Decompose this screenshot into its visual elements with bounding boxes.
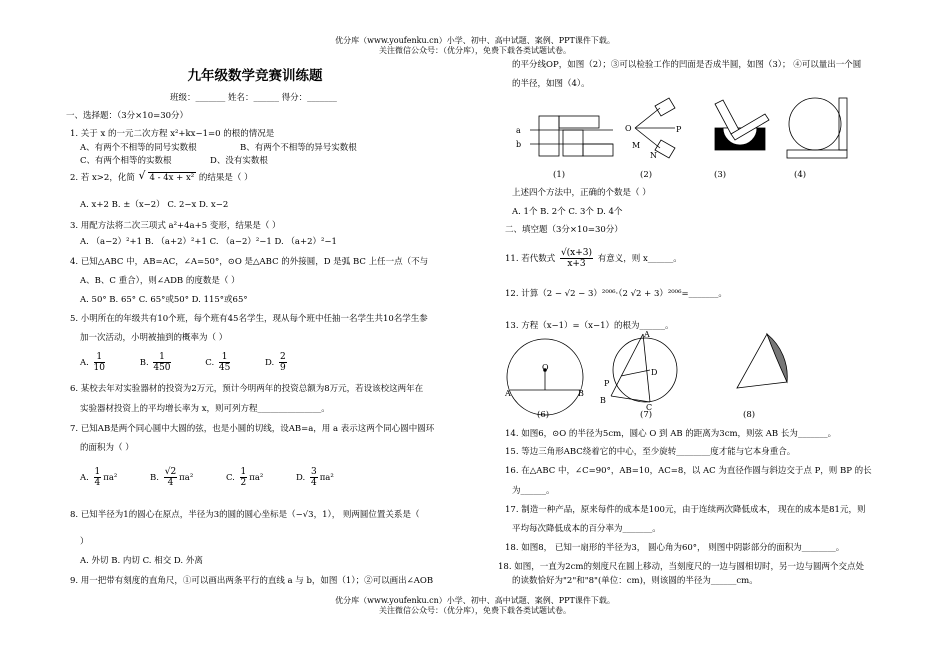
fig2-ruler-bottom [655, 140, 675, 158]
q9-line-3: 的半径，如图（4）。 [512, 79, 590, 89]
fig6-label-o: O [542, 363, 549, 372]
q1-option-c: C、有两个相等的实数根 [80, 156, 172, 166]
q7-a-fraction [94, 467, 102, 488]
q4-line-2: A、B、C 重合），则∠ADB 的度数是（ ） [80, 276, 240, 286]
q11-num: √(x+3) [560, 248, 593, 258]
info-line: 班级：_______ 姓名：______ 得分：_______ [170, 93, 337, 103]
q9-figure-1 [530, 116, 613, 156]
fig1-label-a: a [516, 126, 521, 135]
q5-options [80, 352, 289, 373]
q7-d-num: 3 [310, 467, 317, 477]
fig7-label-c: C [646, 403, 653, 412]
fig1-ruler-right [563, 130, 583, 156]
q11-den: x+3 [567, 259, 586, 269]
q5-d-fraction [279, 352, 287, 373]
q7-a-den: 4 [94, 478, 101, 488]
q7-b-den: 4 [167, 478, 174, 488]
fig7-label-d: D [651, 368, 658, 377]
q2-stem [70, 169, 253, 184]
q7-line-1: 7. 已知AB是两个同心圆中大圆的弦，也是小圆的切线，设AB=a，用 a 表示这两个同心圆中圆环 [70, 424, 435, 434]
fig7-side-bc [611, 396, 650, 402]
q2-post: 的结果是（ ） [198, 173, 253, 183]
q5-c-num: 1 [219, 352, 230, 363]
q7-c-den: 2 [240, 478, 247, 488]
q5-a-num: 1 [94, 352, 105, 363]
q5-b-num: 1 [153, 352, 170, 363]
q17-line-2: 平均每次降低成本的百分率为_______。 [512, 524, 661, 534]
q17-line-1: 17. 制造一种产品，原来每件的成本是100元，由于连续两次降低成本， 现在的成本是81元，则 [505, 505, 866, 515]
q14: 14. 如图6，⊙O 的半径为5cm，圆心 O 到 AB 的距离为3cm，则弦 AB 长为_______。 [505, 429, 837, 439]
q1-option-b: B、有两个不相等的异号实数根 [240, 143, 357, 153]
q5-c-fraction [219, 352, 230, 373]
q7-d-label: D. [296, 473, 306, 483]
q5-line-2: 加一次活动，小明被抽到的概率为（ ） [80, 333, 228, 343]
q5-b-fraction [153, 352, 170, 373]
page-title: 九年级数学竞赛训练题 [187, 68, 323, 84]
footer-line-2: 关注微信公众号：（优分库），免费下载各类试题试卷。 [379, 606, 571, 615]
q3-stem: 3. 用配方法将二次三项式 a²+4a+5 变形，结果是（ ） [70, 221, 281, 231]
header-line-2: 关注微信公众号：（优分库），免费下载各类试题试卷。 [379, 46, 571, 55]
q2-radical [138, 169, 197, 184]
q5-a-den: 10 [93, 363, 105, 373]
q9-conclusion: 上述四个方法中，正确的个数是（ ） [512, 188, 651, 198]
q8-line-2: ） [80, 537, 89, 547]
fig7-circle [613, 338, 677, 402]
q5-c-label: C. [205, 358, 215, 368]
q5-line-1: 5. 小明所在的年级共有10个班，每个班有45名学生，现从每个班中任抽一名学生共10名学生参 [70, 314, 428, 324]
q7-d-den: 4 [310, 478, 317, 488]
fig4-ruler-side [839, 98, 847, 150]
section-2-heading: 二、填空题（3分×10=30分） [505, 225, 623, 235]
q7-a-tail: πa² [103, 473, 118, 483]
fig1-ruler-top [559, 116, 599, 128]
q8-options: A. 外切 B. 内切 C. 相交 D. 外离 [80, 556, 203, 566]
figure-7 [611, 334, 677, 402]
q9-figures [525, 100, 865, 170]
fig6-label-a: A [505, 389, 511, 398]
q7-b-fraction [164, 467, 177, 488]
q7-d-fraction [310, 467, 318, 488]
q9-caption-1: (1) [553, 170, 566, 180]
fig8-caption: (8) [743, 410, 756, 420]
fig2-ray-oa [635, 108, 660, 128]
q11-fraction [560, 248, 593, 269]
q5-b-den: 450 [153, 363, 171, 373]
q7-c-label: C. [225, 473, 235, 483]
q5-d-label: D. [265, 358, 275, 368]
q9-caption-2: (2) [640, 170, 653, 180]
q5-a-fraction [94, 352, 105, 373]
q9-figure-3 [715, 100, 769, 150]
q1-option-a: A、有两个不相等的同号实数根 [80, 143, 197, 153]
figure-6 [507, 339, 583, 415]
q9-line-2: 的平分线OP，如图（2）；③可以检验工作的凹面是否成半圆，如图（3）； ④可以量出一个圆 [512, 60, 862, 70]
fig4-ruler-bottom [787, 150, 847, 158]
fig7-caption: (7) [640, 410, 653, 420]
fig1-label-b: b [516, 140, 522, 149]
footer-line-1: 优分库（www.youfenku.cn）小学、初中、高中试题、案例、PPT课件下载。 [335, 596, 615, 605]
fig7-segment-pd [621, 370, 650, 376]
sqrt-sign-icon: √ [138, 169, 146, 182]
fig7-label-p: P [604, 379, 610, 388]
q1-stem: 1. 关于 x 的一元二次方程 x²+kx−1=0 的根的情况是 [70, 129, 275, 139]
q8-line-1: 8. 已知半径为1的圆心在原点，半径为3的圆的圆心坐标是（−√3，1）， 则两圆位置关系是（ [70, 510, 420, 520]
q9-figure-4 [787, 98, 847, 158]
q2-radical-text: 4 - 4x + x² [149, 173, 195, 183]
q9-caption-3: (3) [714, 170, 727, 180]
q5-b-label: B. [139, 358, 149, 368]
fig1-ruler-bottom [583, 144, 613, 156]
q7-c-tail: πa² [249, 473, 264, 483]
q18b-line-1: 18. 如图，一直为2cm的刻度尺在圆上移动，当刻度尺的一边与圆相切时，另一边与圆两个交点处 [498, 562, 864, 572]
q4-line-1: 4. 已知△ABC 中，AB=AC，∠A=50°，⊙O 是△ABC 的外接圆，D 是弧 BC 上任一点（不与 [70, 257, 429, 267]
q5-c-den: 45 [218, 363, 231, 373]
q11-pre: 11. 若代数式 [505, 254, 556, 264]
fig2-label-p: P [676, 125, 682, 134]
q1-option-d: D、没有实数根 [210, 156, 268, 166]
q7-a-label: A. [80, 473, 89, 483]
q7-options [80, 467, 334, 488]
q12: 12. 计算（2 − √2 − 3）²⁰⁰⁶·（2 √2 + 3）²⁰⁰⁶=_______。 [505, 289, 727, 299]
q16-line-2: 为______。 [512, 486, 555, 496]
q7-a-num: 1 [94, 467, 101, 477]
q9-options: A. 1个 B. 2个 C. 3个 D. 4个 [512, 207, 623, 217]
q9-caption-4: (4) [794, 170, 807, 180]
q11 [505, 248, 682, 269]
q5-a-label: A. [80, 358, 89, 368]
q11-post: 有意义，则 x______。 [597, 254, 682, 264]
q7-line-2: 的面积为（ ） [80, 443, 134, 453]
q5-d-num: 2 [279, 352, 286, 362]
q6-line-2: 实验器材投资上的平均增长率为 x，则可列方程_______________。 [80, 404, 330, 414]
fig8-shaded-segment [767, 334, 787, 382]
q9-figure-2 [635, 98, 675, 158]
fig2-label-n: N [650, 151, 657, 160]
header-line-1: 优分库（www.youfenku.cn）小学、初中、高中试题、案例、PPT课件下载。 [335, 36, 615, 45]
q13: 13. 方程（x−1）=（x−1）的根为______。 [505, 321, 674, 331]
q7-c-num: 1 [240, 467, 247, 477]
q7-b-num: √2 [164, 467, 177, 477]
fig7-label-b: B [600, 396, 606, 405]
fig2-ruler-top [655, 98, 675, 116]
fig1-ruler-left [539, 116, 559, 156]
q7-c-fraction [240, 467, 248, 488]
q7-d-tail: πa² [319, 473, 334, 483]
fig6-caption: (6) [537, 410, 550, 420]
section-1-heading: 一、选择题：（3分×10=30分） [66, 111, 189, 121]
fig2-label-m: M [632, 141, 641, 150]
q4-options: A. 50° B. 65° C. 65°或50° D. 115°或65° [80, 295, 248, 305]
fig2-label-o: O [625, 124, 632, 133]
q18a: 18. 如图8， 已知一扇形的半径为3， 圆心角为60°， 则图中阴影部分的面积为________。 [505, 543, 845, 553]
q18b-line-2: 的读数恰好为"2"和"8"(单位：cm)，则该圆的半径为______cm。 [512, 576, 758, 586]
figure-8 [737, 334, 787, 388]
q9-line-1: 9. 用一把带有刻度的直角尺，①可以画出两条平行的直线 a 与 b，如图（1）；②可以画出∠AOB [70, 576, 434, 586]
fig7-label-a: A [644, 330, 650, 339]
q5-d-den: 9 [279, 363, 286, 373]
q2-pre: 2. 若 x>2，化简 [70, 173, 135, 183]
q15: 15. 等边三角形ABC绕着它的中心，至少旋转________度才能与它本身重合。 [505, 447, 796, 457]
q16-line-1: 16. 在△ABC 中，∠C=90°，AB=10，AC=8，以 AC 为直径作圆与斜边交于点 P，则 BP 的长 [505, 466, 872, 476]
fig7-side-ac [643, 334, 650, 402]
q3-options: A. （a−2）²+1 B. （a+2）²+1 C. （a−2）²−1 D. （a+2）²−1 [80, 237, 337, 247]
fig4-circle [789, 98, 841, 150]
q2-options: A. x+2 B. ±（x−2） C. 2−x D. x−2 [80, 200, 229, 210]
q6-line-1: 6. 某校去年对实验器材的投资为2万元，预计今明两年的投资总额为8万元，若设该校这两年在 [70, 384, 424, 394]
q7-b-label: B. [150, 473, 159, 483]
q7-b-tail: πa² [179, 473, 194, 483]
fig6-label-b: B [578, 389, 584, 398]
